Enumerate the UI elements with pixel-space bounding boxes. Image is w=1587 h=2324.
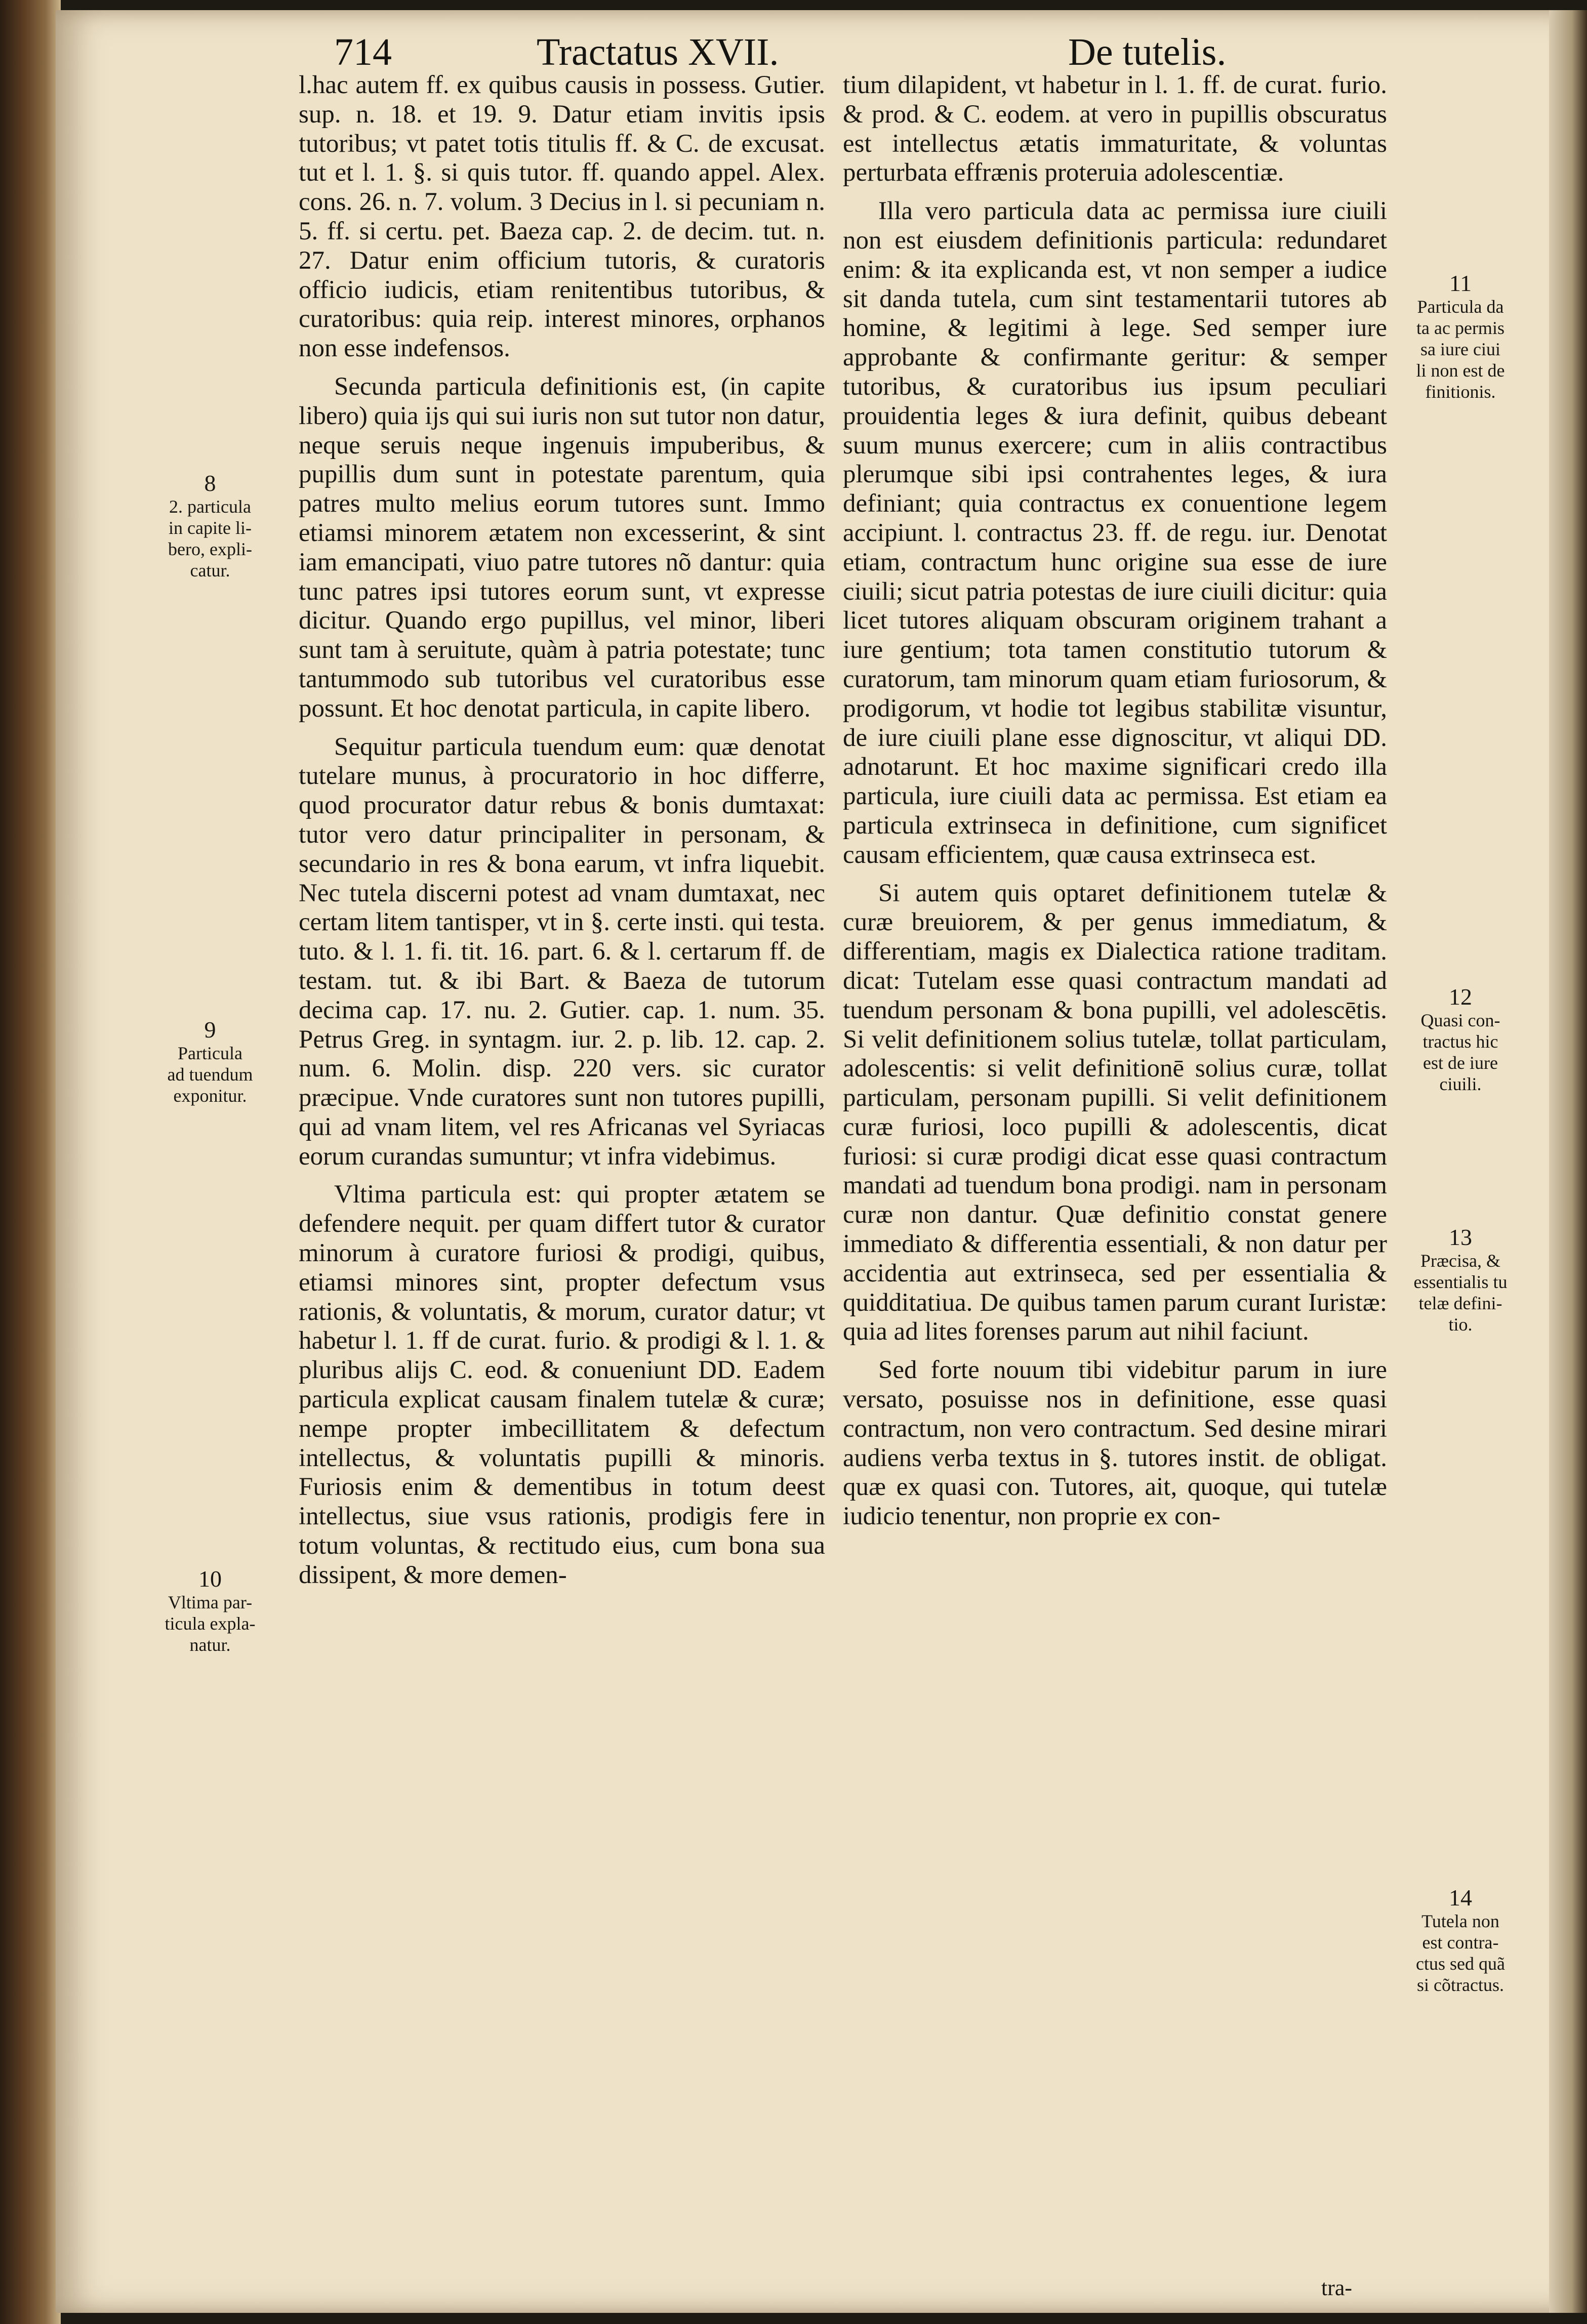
- catchword: tra-: [1321, 2275, 1353, 2300]
- paragraph: Si autem quis optaret definitionem tutelæ & curæ breuiorem, & per genus immediatum, & differentiam, magis ex Dialectica ratione traditam. dicat: Tutelam esse quasi contractum mandati ad tuendum personam & bona pupilli, vel adolescētis. Si velit definitionem solius tutelæ, tollat particulam, adolescentis: si velit definitionē solius curæ, tollat particulam, personam pupilli. Si velit definitionem curæ furiosi, loco pupilli & adolescentis, dicat furiosi: si curæ prodigi dicat esse quasi contractum mandati ad tuendum bona prodigi. nam in personam curæ non dantur. Quæ definitio constat genere immediato & differentia essentiali, & non datur per accidentia aut extrinseca, sed per essentialia & quidditatiua. De quibus tamen parum curant Iuristæ: quia ad lites forenses parum aut nihil faciunt.: [843, 879, 1387, 1346]
- paragraph-gap: [299, 363, 825, 372]
- margin-note-text: Tutela non est contra- ctus sed quã si cõtractus.: [1416, 1911, 1505, 1995]
- page-edge: [1549, 10, 1587, 2313]
- left-text-column: [299, 71, 825, 1590]
- paragraph-gap: [843, 1347, 1387, 1356]
- margin-note-number: 11: [1449, 270, 1472, 296]
- margin-note-number: 13: [1449, 1224, 1472, 1250]
- paragraph: Secunda particula definitionis est, (in capite libero) quia ijs qui sui iuris non sut tutor non datur, neque seruis neque ingenuis impuberibus, & pupillis dum sunt in potestate parentum, quia patres multo melius eorum tutores sunt. Immo etiamsi minorem ætatem non excesserint, & sint iam emancipati, viuo patre tutores nõ dantur: quia tunc patres ipsi tutores eorum sunt, vt expresse dicitur. Quando ergo pupillus, vel minor, liberi sunt tam à seruitute, quàm à patria potestate; tunc tantummodo sub tutoribus vel curatoribus esse possunt. Et hoc denotat particula, in capite libero.: [299, 372, 825, 723]
- paragraph: Illa vero particula data ac permissa iure ciuili non est eiusdem definitionis particula: redundaret enim: & ita explicanda est, vt non semper a iudice sit danda tutela, cum sint testamentarii tutores ab homine, & legitimi à lege. Sed semper iure approbante & confirmante geritur: & semper tutoribus, & curatoribus ius ipsum peculiari prouidentia leges & iura definit, quibus debeant suum munus exercere; cum in aliis contractibus plerumque sibi ipsi contrahentes leges, & iura definiant; quia contractus ex conuentione legem accipiunt. l. contractus 23. ff. de regu. iur. Denotat etiam, contractum hunc origine sua esse de iure ciuili; sicut patria potestas de iure ciuili dicitur: quia licet tutores aliquam obscuram originem trahant a iure gentium; tota tamen constitutio tutorum & curatorum, tam minorum quam etiam furiosorum, & prodigorum, vt hodie tot legibus stabilitæ visuntur, de iure ciuili plane esse dignoscitur, vt aliqui DD. adnotarunt. Et hoc maxime significari credo illa particula, iure ciuili data ac permissa. Est etiam ea particula extrinseca in definitione, cum significet causam efficientem, quæ causa extrinseca est.: [843, 197, 1387, 869]
- paragraph-gap: [299, 1171, 825, 1180]
- paragraph: Vltima particula est: qui propter ætatem se defendere nequit. per quam differt tutor & curator minorum à curatore furiosi & prodigi, quibus, etiamsi minores sint, propter defectum vsus rationis, & voluntatis, & morum, curator datur; vt habetur l. 1. ff de curat. furio. & prodigi & l. 1. & pluribus alijs C. eod. & conueniunt DD. Eadem particula explicat causam finalem tutelæ & curæ; nempe propter imbecillitatem & defectum intellectus, & voluntatis pupilli & minoris. Furiosis enim & dementibus in totum deest intellectus, siue vsus rationis, prodigis fere in totum voluntas, & rectitudo eius, cum bona sua dissipent, & more demen-: [299, 1180, 825, 1589]
- margin-note-text: Particula da ta ac permis sa iure ciui li non est de finitionis.: [1416, 297, 1505, 402]
- paragraph-gap: [843, 188, 1387, 197]
- paragraph: tium dilapident, vt habetur in l. 1. ff. de curat. furio. & prod. & C. eodem. at vero in pupillis obscuratus est intellectus ætatis immaturitate, & voluntas perturbata effrænis proteruia adolescentiæ.: [843, 71, 1387, 187]
- paragraph: l.hac autem ff. ex quibus causis in possess. Gutier. sup. n. 18. et 19. 9. Datur etiam invitis ipsis tutoribus; vt patet totis titulis ff. & C. de excusat. tut et l. 1. §. si quis tutor. ff. quando appel. Alex. cons. 26. n. 7. volum. 3 Decius in l. si pecuniam n. 5. ff. si certu. pet. Baeza cap. 2. de decim. tut. n. 27. Datur enim officium tutoris, & curatoris officio iudicis, etiam renitentibus tutoribus, & curatoribus: quia reip. interest minores, orphanos non esse indefensos.: [299, 71, 825, 363]
- page-number: 714: [334, 31, 392, 73]
- margin-note-text: Præcisa, & essentialis tu telæ defini- tio.: [1413, 1251, 1508, 1335]
- margin-note-number: 14: [1449, 1885, 1472, 1911]
- margin-note-text: Vltima par- ticula expla- natur.: [165, 1592, 256, 1655]
- right-text-column: [843, 71, 1387, 1531]
- paragraph-gap: [299, 724, 825, 733]
- margin-note-number: 8: [204, 470, 216, 496]
- treatise-title: Tractatus XVII.: [537, 31, 779, 73]
- margin-note: [1392, 1225, 1529, 1335]
- margin-note-text: Quasi con- tractus hic est de iure ciuili.: [1420, 1010, 1500, 1094]
- paragraph: Sed forte nouum tibi videbitur parum in iure versato, posuisse nos in definitione, esse quasi contractum, non vero contractum. Sed desine mirari audiens verba textus in §. tutores instit. de obligat. quæ ex quasi con. Tutores, ait, quoque, qui tutelæ iudicio tenentur, non proprie ex con-: [843, 1356, 1387, 1531]
- book-binding: [0, 0, 61, 2324]
- margin-note: [1392, 271, 1529, 402]
- paragraph: Sequitur particula tuendum eum: quæ denotat tutelare munus, à procuratorio in hoc differre, quod procurator datur rebus & bonis dumtaxat: tutor vero datur principaliter in personam, & secundario in res & bona earum, vt infra liquebit. Nec tutela discerni potest ad vnam dumtaxat, nec certam litem tantisper, vt in §. certe insti. qui testa. tuto. & l. 1. fi. tit. 16. part. 6. & l. certarum ff. de testam. tut. & ibi Bart. & Baeza de tutorum decima cap. 17. nu. 2. Gutier. cap. 1. num. 35. Petrus Greg. in syntagm. iur. 2. p. lib. 12. cap. 2. num. 6. Molin. disp. 220 vers. sic curator præcipue. Vnde curatores sunt non tutores pupilli, qui ad vnam litem, vel res Africanas vel Syriacas eorum curandas sumuntur; vt infra videbimus.: [299, 732, 825, 1171]
- margin-note-text: 2. particula in capite li- bero, expli- catur.: [168, 496, 252, 580]
- paragraph-gap: [843, 870, 1387, 879]
- margin-note: [1392, 984, 1529, 1095]
- margin-note-number: 9: [204, 1017, 216, 1043]
- section-title: De tutelis.: [1068, 31, 1227, 73]
- margin-note: [142, 471, 278, 581]
- margin-note-number: 12: [1449, 984, 1472, 1010]
- margin-note-number: 10: [198, 1566, 222, 1592]
- margin-note-text: Particula ad tuendum exponitur.: [167, 1043, 253, 1106]
- margin-note: [142, 1566, 278, 1655]
- margin-note: [142, 1017, 278, 1106]
- margin-note: [1392, 1885, 1529, 1996]
